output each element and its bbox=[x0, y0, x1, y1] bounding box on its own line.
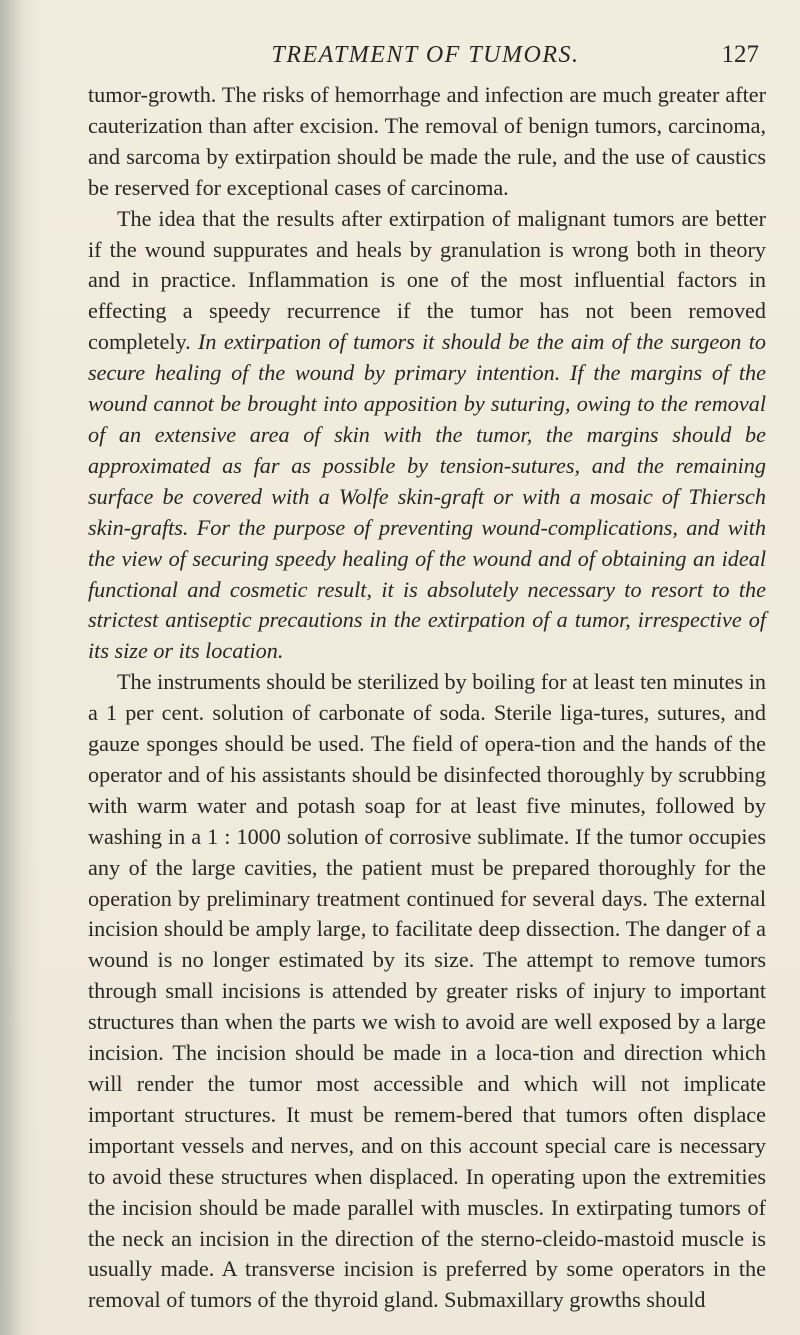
page-header bbox=[88, 38, 763, 72]
paragraph-2 bbox=[88, 204, 766, 668]
paragraph-1: tumor-growth. The risks of hemorrhage and infection are much greater after cauterization than after excision. The removal of benign tumors, carcinoma, and sarcoma by extirpation should be made the rule, and the use of caustics be reserved for exceptional cases of carcinoma. bbox=[88, 82, 766, 200]
body-text bbox=[88, 80, 766, 1316]
paragraph-3: The instruments should be sterilized by boiling for at least ten minutes in a 1 per cent. solution of carbonate of soda. Sterile liga-tures, sutures, and gauze sponges should be used. The field of opera-tion and the hands of the operator and of his assistants should be disinfected thoroughly by scrubbing with warm water and potash soap for at least five minutes, followed by washing in a 1 : 1000 solution of corrosive sublimate. If the tumor occupies any of the large cavities, the patient must be prepared thoroughly for the operation by preliminary treatment continued for several days. The external incision should be amply large, to facilitate deep dissection. The danger of a wound is no longer estimated by its size. The attempt to remove tumors through small incisions is attended by greater risks of injury to important structures than when the parts we wish to avoid are well exposed by a large incision. The incision should be made in a loca-tion and direction which will render the tumor most accessible and which will not implicate important structures. It must be remem-bered that tumors often displace important vessels and nerves, and on this account special care is necessary to avoid these structures when displaced. In operating upon the extremities the incision should be made parallel with muscles. In extirpating tumors of the neck an incision in the direction of the sterno-cleido-mastoid muscle is usually made. A transverse incision is preferred by some operators in the removal of tumors of the thyroid gland. Submaxillary growths should bbox=[88, 669, 766, 1313]
running-head: TREATMENT OF TUMORS. bbox=[271, 42, 580, 68]
paragraph-2-roman: The idea that the results after extirpation of malignant tumors are better if the wound suppurates and heals by granulation is wrong both in theory and in practice. Inflammation is one of the most influential factors in effecting a speedy recurrence if the tumor has not been removed completely. bbox=[88, 205, 766, 355]
paragraph-2-italic: In extirpation of tumors it should be the aim of the surgeon to secure healing of the wound by primary intention. If the margins of the wound cannot be brought into apposition by suturing, owing to the removal of an extensive area of skin with the tumor, the margins should be approximated as far as possible by tension-sutures, and the remaining surface be covered with a Wolfe skin-graft or with a mosaic of Thiersch skin-grafts. For the purpose of preventing wound-complications, and with the view of securing speedy healing of the wound and of obtaining an ideal functional and cosmetic result, it is absolutely necessary to resort to the strictest antiseptic precautions in the extirpation of a tumor, irrespective of its size or its location. bbox=[88, 329, 766, 664]
binding-gutter-shadow bbox=[0, 0, 22, 1335]
page-number: 127 bbox=[721, 41, 759, 68]
